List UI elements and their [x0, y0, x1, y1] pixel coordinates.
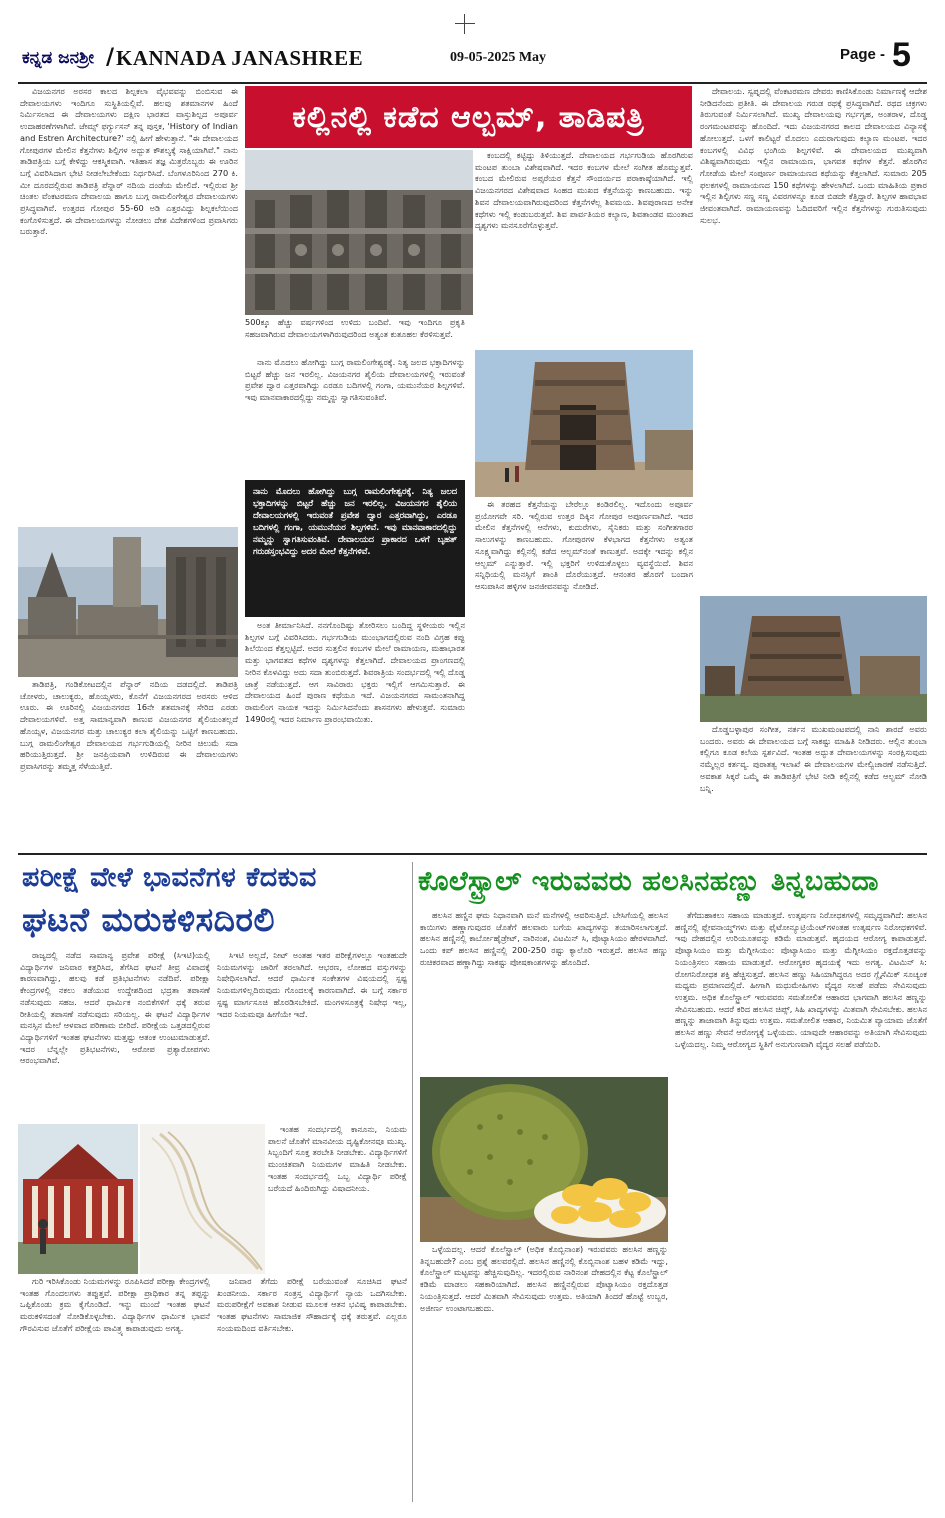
article1-column-4	[700, 86, 927, 594]
article1-column-1b	[20, 679, 238, 849]
article1-column-2b	[245, 620, 465, 850]
article2-column-2	[217, 950, 407, 1122]
article2-column-1	[20, 950, 210, 1122]
issue-date: 09-05-2025 May	[450, 50, 547, 65]
temple-panorama-photo	[700, 596, 927, 722]
page-number: 5	[892, 36, 911, 74]
carved-tower-caption: 500ಕ್ಕೂ ಹೆಚ್ಚು ವರ್ಷಗಳಿಂದ ಉಳಿದು ಬಂದಿವೆ. ಇವು ಇಂದಿಗೂ ಪ್ರಕೃತಿ ಸಹಜವಾಗಿರುವ ದೇವಾಲಯಗಳಾಗಿರುವುದರಿಂದ ಅತ್ಯಂತ ಕುತೂಹಲ ಕೆರಳಿಸುತ್ತವೆ.	[245, 317, 465, 339]
article1-col2b-text: ಅಂತ ತೀರ್ಮಾನಿಸಿದೆ. ನನಗೊಂದಿಷ್ಟು ತೋರಿಸಲು ಬಂದಿದ್ದ ಸ್ಥಳೀಯರು ಇಲ್ಲಿನ ಶಿಲ್ಪಗಳ ಬಗ್ಗೆ ವಿವರಿಸಿದರು. ಗರ್ಭಗುಡಿಯ ಮುಂಭಾಗದಲ್ಲಿರುವ ನಂದಿ ವಿಗ್ರಹ ಕಪ್ಪು ಶಿಲೆಯಿಂದ ಕೆತ್ತಲ್ಪಟ್ಟಿದೆ. ಅದರ ಸುತ್ತಲಿನ ಕಂಬಗಳ ಮೇಲೆ ರಾಮಾಯಣ, ಮಹಾಭಾರತ ಮತ್ತು ಭಾಗವತದ ಕಥೆಗಳ ದೃಶ್ಯಗಳನ್ನು ಕೆತ್ತಲಾಗಿದೆ. ದೇವಾಲಯದ ಪ್ರಾಂಗಣದಲ್ಲಿ ನೀರಿನ ಕೊಳವಿದ್ದು ಅದು ಸದಾ ತುಂಬಿರುತ್ತದೆ. ಶಿವರಾತ್ರಿಯ ಸಂದರ್ಭದಲ್ಲಿ ಇಲ್ಲಿ ದೊಡ್ಡ ಜಾತ್ರೆ ನಡೆಯುತ್ತದೆ. ಆಗ ಸಾವಿರಾರು ಭಕ್ತರು ಇಲ್ಲಿಗೆ ಆಗಮಿಸುತ್ತಾರೆ. ಈ ದೇವಾಲಯದ ಹಿಂದೆ ಪುರಾಣ ಕಥೆಯೂ ಇದೆ. ವಿಜಯನಗರದ ಸಾಮಂತನಾಗಿದ್ದ ರಾಮಲಿಂಗ ನಾಯಕ ಇದನ್ನು ನಿರ್ಮಿಸಿದನೆಂದು ಶಾಸನಗಳು ಹೇಳುತ್ತವೆ. ಸುಮಾರು 1490ರಲ್ಲಿ ಇದರ ನಿರ್ಮಾಣ ಪ್ರಾರಂಭವಾಯಿತು.	[245, 620, 465, 724]
article1-col3-text: ಕಂಬದಲ್ಲಿ ಕಟ್ಟಿದ್ದು ತಿಳಿಯುತ್ತದೆ. ದೇವಾಲಯದ ಗರ್ಭಗುಡಿಯ ಹೊರಗಿರುವ ಮಂಟಪ ತುಂಬಾ ವಿಶೇಷವಾಗಿದೆ. ಇದರ ಕಂಬಗಳ ಮೇಲೆ ಸಂಗೀತ ಹೊಮ್ಮುತ್ತವೆ. ಕಂಬದ ಮೇಲಿರುವ ಅಪ್ಸರೆಯರ ಕೆತ್ತನೆ ಸೌಂದರ್ಯದ ಪರಾಕಾಷ್ಠೆಯಾಗಿದೆ. ಇಲ್ಲಿ ವಿಜಯನಗರದ ವಿಶೇಷವಾದ ಸಿಂಹದ ಮುಖದ ಕೆತ್ತನೆಯನ್ನು ಕಾಣಬಹುದು. ಇನ್ನು ಶಿವನ ದೇವಾಲಯವಾಗಿರುವುದರಿಂದ ಕೆತ್ತನೆಗಳೆಲ್ಲ ಶಿವಮಯ. ಶಿವಪುರಾಣದ ಅನೇಕ ಕಥೆಗಳು ಇಲ್ಲಿ ಕಂಡುಬರುತ್ತವೆ. ಶಿವ ಪಾರ್ವತಿಯರ ಕಲ್ಯಾಣ, ಶಿವತಾಂಡವ ಮುಂತಾದ ದೃಶ್ಯಗಳು ಮನಸೂರೆಗೊಳ್ಳುತ್ತವೆ.	[475, 150, 693, 231]
masthead	[22, 36, 927, 78]
crop-mark	[455, 14, 475, 34]
article3-col1-text: ಹಲಸಿನ ಹಣ್ಣಿನ ಘಮ ನಿಧಾನವಾಗಿ ಮನೆ ಮನೆಗಳಲ್ಲಿ ಆವರಿಸುತ್ತಿದೆ. ಬೇಸಿಗೆಯಲ್ಲಿ ಹಲಸಿನ ಕಾಯಿಗಳು ಹಣ್ಣಾಗುವುದರ ಜೊತೆಗೆ ಹಲವಾರು ಬಗೆಯ ಖಾದ್ಯಗಳನ್ನು ತಯಾರಿಸಲಾಗುತ್ತದೆ. ಹಲಸಿನ ಹಣ್ಣಿನಲ್ಲಿ ಕಾರ್ಬೋಹೈಡ್ರೇಟ್, ನಾರಿನಂಶ, ವಿಟಮಿನ್ ಸಿ, ಪೊಟ್ಯಾಸಿಯಂ ಹೇರಳವಾಗಿದೆ. ಒಂದು ಕಪ್ ಹಲಸಿನ ಹಣ್ಣಿನಲ್ಲಿ 200-250 ರಷ್ಟು ಕ್ಯಾಲೊರಿ ಇರುತ್ತದೆ. ಹಲಸಿನ ಹಣ್ಣು ರುಚಿಕರವಾದ ಹಣ್ಣಾಗಿದ್ದು ಸಾಕಷ್ಟು ಪೋಷಕಾಂಶಗಳನ್ನು ಹೊಂದಿದೆ.	[420, 910, 668, 967]
article2-col2-text: ಸಿಇಟಿ ಅಲ್ಲದೆ, ನೀಟ್ ಅಂತಹ ಇತರ ಪರೀಕ್ಷೆಗಳಲ್ಲೂ ಇಂತಹುದೇ ನಿಯಮಗಳನ್ನು ಜಾರಿಗೆ ತರಲಾಗಿದೆ. ಆಭರಣ, ಲೋಹದ ವಸ್ತುಗಳನ್ನು ನಿಷೇಧಿಸಲಾಗಿದೆ. ಆದರೆ ಧಾರ್ಮಿಕ ಸಂಕೇತಗಳ ವಿಷಯದಲ್ಲಿ ಸ್ಪಷ್ಟ ನಿಯಮಗಳಿಲ್ಲದಿರುವುದು ಗೊಂದಲಕ್ಕೆ ಕಾರಣವಾಗಿದೆ. ಈ ಬಗ್ಗೆ ಸರ್ಕಾರ ಸ್ಪಷ್ಟ ಮಾರ್ಗಸೂಚಿ ಹೊರಡಿಸಬೇಕಿದೆ. ಮಂಗಳಸೂತ್ರಕ್ಕೆ ನಿಷೇಧ ಇಲ್ಲ, ಇದರ ನಿಯಮವೂ ಹೀಗೆಯೇ ಇದೆ.	[217, 950, 407, 1019]
pull-quote-box	[245, 480, 465, 617]
article3-headline: ಕೊಲೆಸ್ಟ್ರಾಲ್ ಇರುವವರು ಹಲಸಿನಹಣ್ಣು ತಿನ್ನಬಹುದಾ	[418, 866, 879, 897]
article1-col3b-text: ಈ ತರಹದ ಕೆತ್ತನೆಯನ್ನು ಬೇರೆಲ್ಲೂ ಕಂಡಿರಲಿಲ್ಲ. ಇದೊಂದು ಅಪೂರ್ವ ಪ್ರಯೋಗವೇ ಸರಿ. ಇಲ್ಲಿರುವ ಉತ್ತರ ದಿಕ್ಕಿನ ಗೋಪುರ ಅಪೂರ್ಣವಾಗಿದೆ. ಇದರ ಮೇಲಿನ ಕೆತ್ತನೆಗಳಲ್ಲಿ ಆನೆಗಳು, ಕುದುರೆಗಳು, ಸೈನಿಕರು ಮತ್ತು ಸಂಗೀತಗಾರರ ಸಾಲುಗಳನ್ನು ಕಾಣಬಹುದು. ಗೋಪುರಗಳ ಕೆಳಭಾಗದ ಕೆತ್ತನೆಗಳು ಅತ್ಯಂತ ಸೂಕ್ಷ್ಮವಾಗಿದ್ದು ಕಲ್ಲಿನಲ್ಲಿ ಕಡೆದ ಆಲ್ಬಮ್‌ನಂತೆ ಕಾಣುತ್ತವೆ. ಅದಕ್ಕೇ ಇದನ್ನು ಕಲ್ಲಿನ ಆಲ್ಬಮ್ ಎನ್ನುತ್ತಾರೆ. ಇಲ್ಲಿ ಭಕ್ತರಿಗೆ ಉಳಿದುಕೊಳ್ಳಲು ವ್ಯವಸ್ಥೆಯಿದೆ. ಶಿವನ ಸನ್ನಿಧಿಯಲ್ಲಿ ಮನಸ್ಸಿಗೆ ಶಾಂತಿ ದೊರೆಯುತ್ತದೆ. ಆನಂತರ ಹೊರಗೆ ಬಂದಾಗ ಆಸುಪಾಸಿನ ಹಳ್ಳಿಗಳ ಜನಜೀವನವನ್ನು ನೋಡಿದೆ.	[475, 499, 693, 591]
article2-headline-line2: ಘಟನೆ ಮರುಕಳಿಸದಿರಲಿ	[22, 900, 275, 939]
article1-col4b-text: ದೊಡ್ಡಬಳ್ಳಾಪುರ ಸಂಗೀತ, ನರ್ತನ ಮುಖಮಂಟಪದಲ್ಲಿ ನಾನಿ ಶಾರದೆ ಅವರು ಬಂದರು. ಅವರು ಈ ದೇವಾಲಯದ ಬಗ್ಗೆ ಸಾಕಷ್ಟು ಮಾಹಿತಿ ನೀಡಿದರು. ಆಲ್ಲಿನ ತುಂಬಾ ಕಲ್ಲಿಗೂ ಕೂಡ ಕಲೆಯ ಸ್ಪರ್ಶವಿದೆ. ಇಂತಹ ಅದ್ಭುತ ದೇವಾಲಯಗಳನ್ನು ಸಂರಕ್ಷಿಸುವುದು ನಮ್ಮೆಲ್ಲರ ಕರ್ತವ್ಯ. ಪುರಾತತ್ವ ಇಲಾಖೆ ಈ ದೇವಾಲಯಗಳ ಮೇಲ್ವಿಚಾರಣೆ ನಡೆಸುತ್ತಿದೆ. ಅವಕಾಶ ಸಿಕ್ಕರೆ ಒಮ್ಮೆ ಈ ತಾಡಿಪತ್ರಿಗೆ ಭೇಟಿ ನೀಡಿ ಕಲ್ಲಿನಲ್ಲಿ ಕಡೆದ ಆಲ್ಬಮ್ ನೋಡಿ ಬನ್ನಿ.	[700, 724, 927, 793]
article1-col4-text: ದೇವಾಲಯ. ಸ್ವಪ್ನದಲ್ಲಿ ವೆಂಕಟರಮಣ ದೇವರು ಕಾಣಿಸಿಕೊಂಡು ನಿರ್ಮಾಣಕ್ಕೆ ಆದೇಶ ನೀಡಿದನೆಂದು ಪ್ರತೀತಿ. ಈ ದೇವಾಲಯ ಗರುಡ ರಥಕ್ಕೆ ಪ್ರಸಿದ್ಧವಾಗಿದೆ. ರಥದ ಚಕ್ರಗಳು ತಿರುಗುವಂತೆ ನಿರ್ಮಿಸಲಾಗಿದೆ. ಮುಖ್ಯ ದೇವಾಲಯವು ಗರ್ಭಗೃಹ, ಅಂತರಾಳ, ದೊಡ್ಡ ರಂಗಮಂಟಪವನ್ನು ಹೊಂದಿದೆ. ಇದು ವಿಜಯನಗರದ ಕಾಲದ ದೇವಾಲಯದ ವಿನ್ಯಾಸಕ್ಕೆ ಹೋಲುತ್ತದೆ. ಒಳಗೆ ಕಾಲಿಟ್ಟರೆ ಮೊದಲು ಎದುರಾಗುವುದು ಕಲ್ಯಾಣ ಮಂಟಪ. ಇದರ ಕಂಬಗಳಲ್ಲಿ ವಿವಿಧ ಭಂಗಿಯ ಶಿಲ್ಪಗಳಿವೆ. ಈ ದೇವಾಲಯದ ಮುಖ್ಯವಾಗಿ ವಿಶಿಷ್ಟವಾಗಿರುವುದು ಇಲ್ಲಿನ ರಾಮಾಯಣ, ಭಾಗವತ ಕಥೆಗಳ ಕೆತ್ತನೆ. ಹೊರಗಿನ ಗೋಡೆಯ ಮೇಲೆ ಸಂಪೂರ್ಣ ರಾಮಾಯಣದ ಕಥೆಯನ್ನು ಕೆತ್ತಲಾಗಿದೆ. ಸುಮಾರು 205 ಫಲಕಗಳಲ್ಲಿ ರಾಮಾಯಣದ 150 ಕಥೆಗಳನ್ನು ಹೇಳಲಾಗಿದೆ. ಒಂದು ಮಾಹಿತಿಯ ಪ್ರಕಾರ ಇಲ್ಲಿನ ಶಿಲ್ಪಿಗಳು ಸಣ್ಣ ಸಣ್ಣ ವಿವರಗಳನ್ನೂ ಕೂಡ ಬಿಡದೇ ಕೆತ್ತಿದ್ದಾರೆ. ಶಿಲ್ಪಗಳ ಹಾವಭಾವ ಜೀವಂತವಾಗಿದೆ. ರಾಮಾಯಣವನ್ನು ಓದಿದವರಿಗೆ ಇಲ್ಲಿನ ಕೆತ್ತನೆಗಳನ್ನು ಗುರುತಿಸುವುದು ಸುಲಭ.	[700, 86, 927, 225]
article1-col2-text: ನಾನು ಮೊದಲು ಹೋಗಿದ್ದು ಬುಗ್ಗ ರಾಮಲಿಂಗೇಶ್ವರಕ್ಕೆ. ನಿತ್ಯ ಜಲದ ಭಕ್ತಾದಿಗಳನ್ನು ಬಿಟ್ಟರೆ ಹೆಚ್ಚು ಜನ ಇರಲಿಲ್ಲ. ವಿಜಯನಗರ ಶೈಲಿಯ ದೇವಾಲಯಗಳಲ್ಲಿ ಇರುವಂತೆ ಪ್ರವೇಶ ದ್ವಾರ ಎತ್ತರವಾಗಿದ್ದು ಎರಡೂ ಬದಿಗಳಲ್ಲಿ ಗಂಗಾ, ಯಮುನೆಯರ ಶಿಲ್ಪಗಳಿವೆ. ಇವು ಮಾನವಾಕಾರದಲ್ಲಿದ್ದು ನಮ್ಮನ್ನು ಸ್ವಾಗತಿಸುವಂತಿವೆ.	[245, 357, 465, 403]
brand-kannada: ಕನ್ನಡ ಜನಶ್ರೀ	[22, 48, 94, 68]
article2-col1-text: ರಾಜ್ಯದಲ್ಲಿ ನಡೆದ ಸಾಮಾನ್ಯ ಪ್ರವೇಶ ಪರೀಕ್ಷೆ (ಸಿಇಟಿ)ಯಲ್ಲಿ ವಿದ್ಯಾರ್ಥಿಗಳ ಜನಿವಾರ ಕತ್ತರಿಸಿದ, ತೆಗೆಸಿದ ಘಟನೆ ತೀವ್ರ ವಿವಾದಕ್ಕೆ ಕಾರಣವಾಗಿದ್ದು, ಹಲವು ಕಡೆ ಪ್ರತಿಭಟನೆಗಳು ನಡೆದಿವೆ. ಪರೀಕ್ಷಾ ಕೇಂದ್ರಗಳಲ್ಲಿ ನಕಲು ತಡೆಯುವ ಉದ್ದೇಶದಿಂದ ಭದ್ರತಾ ತಪಾಸಣೆ ನಡೆಸುವುದು ಸಹಜ. ಆದರೆ ಧಾರ್ಮಿಕ ನಂಬಿಕೆಗಳಿಗೆ ಧಕ್ಕೆ ತರುವ ರೀತಿಯಲ್ಲಿ ತಪಾಸಣೆ ನಡೆಸುವುದು ಸರಿಯಲ್ಲ. ಈ ಘಟನೆ ವಿದ್ಯಾರ್ಥಿಗಳ ಮನಸ್ಸಿನ ಮೇಲೆ ಆಳವಾದ ಪರಿಣಾಮ ಬೀರಿದೆ. ಪರೀಕ್ಷೆಯ ಒತ್ತಡದಲ್ಲಿರುವ ವಿದ್ಯಾರ್ಥಿಗಳಿಗೆ ಇಂತಹ ಘಟನೆಗಳು ಮತ್ತಷ್ಟು ಆತಂಕ ಉಂಟುಮಾಡುತ್ತವೆ. ಇದರ ಬೆನ್ನಲ್ಲೇ ಪ್ರತಿಭಟನೆಗಳು, ಆರೋಪ ಪ್ರತ್ಯಾರೋಪಗಳು ಆರಂಭವಾಗಿವೆ.	[20, 950, 210, 1066]
page-label: Page -	[840, 46, 886, 63]
jackfruit-photo	[420, 1077, 668, 1242]
article1-column-3	[475, 150, 693, 350]
article3-col1b-text: ಒಳ್ಳೆಯದಲ್ಲ. ಆದರೆ ಕೊಲೆಸ್ಟ್ರಾಲ್ (ಅಧಿಕ ಕೊಬ್ಬಿನಾಂಶ) ಇರುವವರು ಹಲಸಿನ ಹಣ್ಣನ್ನು ತಿನ್ನಬಹುದೇ? ಎಂಬ ಪ್ರಶ್ನೆ ಹಲವರಲ್ಲಿದೆ. ಹಲಸಿನ ಹಣ್ಣಿನಲ್ಲಿ ಕೊಬ್ಬಿನಾಂಶ ಬಹಳ ಕಡಿಮೆ ಇದ್ದು, ಕೊಲೆಸ್ಟ್ರಾಲ್ ಮಟ್ಟವನ್ನು ಹೆಚ್ಚಿಸುವುದಿಲ್ಲ. ಇದರಲ್ಲಿರುವ ನಾರಿನಂಶ ದೇಹದಲ್ಲಿನ ಕೆಟ್ಟ ಕೊಲೆಸ್ಟ್ರಾಲ್ ಕಡಿಮೆ ಮಾಡಲು ಸಹಕಾರಿಯಾಗಿದೆ. ಹಲಸಿನ ಹಣ್ಣಿನಲ್ಲಿರುವ ಪೊಟ್ಯಾಸಿಯಂ ರಕ್ತದೊತ್ತಡ ನಿಯಂತ್ರಿಸುತ್ತದೆ. ಆದರೆ ಮಿತವಾಗಿ ಸೇವಿಸುವುದು ಉತ್ತಮ. ಅತಿಯಾಗಿ ತಿಂದರೆ ಹೊಟ್ಟೆ ಉಬ್ಬರ, ಅಜೀರ್ಣ ಉಂಟಾಗಬಹುದು.	[420, 1244, 668, 1313]
temple-courtyard-photo	[18, 527, 238, 677]
carved-tower-photo	[245, 150, 473, 315]
article2-headline-line1: ಪರೀಕ್ಷೆ ವೇಳೆ ಭಾವನೆಗಳ ಕೆದಕುವ	[22, 862, 317, 893]
article1-headline: ಕಲ್ಲಿನಲ್ಲಿ ಕಡೆದ ಆಲ್ಬಮ್, ತಾಡಿಪತ್ರಿ	[292, 99, 645, 135]
article1-column-2	[245, 357, 465, 479]
article2-caption2-text: ಜನಿವಾರ ತೆಗೆದು ಪರೀಕ್ಷೆ ಬರೆಯುವಂತೆ ಸೂಚಿಸಿದ ಘಟನೆ ಖಂಡನೀಯ. ಸರ್ಕಾರ ಸಂತ್ರಸ್ತ ವಿದ್ಯಾರ್ಥಿಗೆ ನ್ಯಾಯ ಒದಗಿಸಬೇಕು. ಮರುಪರೀಕ್ಷೆಗೆ ಅವಕಾಶ ನೀಡುವ ಮೂಲಕ ಆತನ ಭವಿಷ್ಯ ಕಾಪಾಡಬೇಕು. ಇಂತಹ ಘಟನೆಗಳು ಸಾಮಾಜಿಕ ಸೌಹಾರ್ದಕ್ಕೆ ಧಕ್ಕೆ ತರುತ್ತವೆ. ಎಲ್ಲರೂ ಸಂಯಮದಿಂದ ವರ್ತಿಸಬೇಕು.	[217, 1276, 407, 1333]
article2-caption-text: ಗುರಿ ಇರಿಸಿಕೊಂಡು ನಿಯಮಗಳನ್ನು ರೂಪಿಸಿದರೆ ಪರೀಕ್ಷಾ ಕೇಂದ್ರಗಳಲ್ಲಿ ಇಂತಹ ಗೊಂದಲಗಳು ತಪ್ಪುತ್ತವೆ. ಪರೀಕ್ಷಾ ಪ್ರಾಧಿಕಾರ ತನ್ನ ತಪ್ಪನ್ನು ಒಪ್ಪಿಕೊಂಡು ಕ್ರಮ ಕೈಗೊಂಡಿದೆ. ಇನ್ನು ಮುಂದೆ ಇಂತಹ ಘಟನೆ ಮರುಕಳಿಸದಂತೆ ನೋಡಿಕೊಳ್ಳಬೇಕು. ವಿದ್ಯಾರ್ಥಿಗಳ ಧಾರ್ಮಿಕ ಭಾವನೆ ಗೌರವಿಸುವ ಜೊತೆಗೆ ಪರೀಕ್ಷೆಯ ಪಾವಿತ್ರ್ಯ ಕಾಪಾಡುವುದು ಅಗತ್ಯ.	[20, 1276, 210, 1333]
sacred-thread-photo	[140, 1124, 265, 1274]
brand-separator: /	[106, 44, 115, 70]
article2-column-1b	[20, 1276, 210, 1502]
column-separator	[412, 862, 413, 1502]
article2-column-2b	[268, 1124, 407, 1274]
article2-col2b-text: ಇಂತಹ ಸಂದರ್ಭದಲ್ಲಿ ಕಾನೂನು, ನಿಯಮ ಪಾಲನೆ ಜೊತೆಗೆ ಮಾನವೀಯ ದೃಷ್ಟಿಕೋನವೂ ಮುಖ್ಯ. ಸಿಬ್ಬಂದಿಗೆ ಸೂಕ್ತ ತರಬೇತಿ ನೀಡಬೇಕು. ವಿದ್ಯಾರ್ಥಿಗಳಿಗೆ ಮುಂಚಿತವಾಗಿ ನಿಯಮಗಳ ಮಾಹಿತಿ ನೀಡಬೇಕು. ಇಂತಹ ಸಂದರ್ಭದಲ್ಲಿ ಒಬ್ಬ ವಿದ್ಯಾರ್ಥಿ ಪರೀಕ್ಷೆ ಬರೆಯದೆ ಹಿಂದಿರುಗಿದ್ದು ವಿಷಾದನೀಯ.	[268, 1124, 407, 1193]
article1-column-3b	[475, 499, 693, 849]
article1-column-1	[20, 86, 238, 526]
article1-col1-text: ವಿಜಯನಗರ ಅರಸರ ಕಾಲದ ಶಿಲ್ಪಕಲಾ ವೈಭವವನ್ನು ಬಿಂಬಿಸುವ ಈ ದೇವಾಲಯಗಳು ಇಂದಿಗೂ ಸುಸ್ಥಿತಿಯಲ್ಲಿವೆ. ಹಲವು ಶತಮಾನಗಳ ಹಿಂದೆ ನಿರ್ಮಿಸಲಾದ ಈ ದೇವಾಲಯಗಳು ದಕ್ಷಿಣ ಭಾರತದ ವಾಸ್ತುಶಿಲ್ಪದ ಅಪೂರ್ವ ಉದಾಹರಣೆಗಳಾಗಿವೆ. ಜೇಮ್ಸ್ ಫರ್ಗ್ಯುಸನ್ ತನ್ನ ಪುಸ್ತಕ, 'History of Indian and Estren Architecture?' ನಲ್ಲಿ ಹೀಗೆ ಹೇಳುತ್ತಾನೆ. "ಈ ದೇವಾಲಯದ ಗೋಪುರಗಳ ಮೇಲಿನ ಕೆತ್ತನೆಗಳು ಶಿಲ್ಪಿಗಳ ಅದ್ಭುತ ಕೌಶಲ್ಯಕ್ಕೆ ಸಾಕ್ಷಿಯಾಗಿವೆ." ನಾನು ತಾಡಿಪತ್ರಿಯ ಬಗ್ಗೆ ಕೇಳಿದ್ದು ಆಕಸ್ಮಿಕವಾಗಿ. ಇತಿಹಾಸ ತಜ್ಞ ಮಿತ್ರರೊಬ್ಬರು ಈ ಊರಿನ ಬಗ್ಗೆ ವಿವರಿಸಿದಾಗ ಭೇಟಿ ನೀಡಲೇಬೇಕೆಂದು ನಿರ್ಧರಿಸಿದೆ. ಬೆಂಗಳೂರಿನಿಂದ 270 ಕಿ. ಮೀ ದೂರದಲ್ಲಿರುವ ತಾಡಿಪತ್ರಿ ಪೆನ್ನಾರ್ ನದಿಯ ದಂಡೆಯ ಮೇಲಿದೆ. ಇಲ್ಲಿರುವ ಶ್ರೀ ಚಿಂತಲ ವೆಂಕಟರಮಣ ದೇವಾಲಯ ಹಾಗೂ ಬುಗ್ಗ ರಾಮಲಿಂಗೇಶ್ವರ ದೇವಾಲಯಗಳು ಪ್ರಸಿದ್ಧವಾಗಿವೆ. ಉತ್ತರದ ಗೋಪುರ 55-60 ಅಡಿ ಎತ್ತರವಿದ್ದು ಶಿಲ್ಪಕಲೆಯಿಂದ ಕಂಗೊಳಿಸುತ್ತದೆ. ಈ ದೇವಾಲಯಗಳನ್ನು ನೋಡಲು ದೇಶ ವಿದೇಶಗಳಿಂದ ಪ್ರವಾಸಿಗರು ಬರುತ್ತಾರೆ.	[20, 86, 238, 237]
article3-column-1	[420, 910, 668, 1075]
article3-column-2	[675, 910, 927, 1502]
gopura-photo	[475, 350, 693, 497]
article1-headline-banner	[245, 86, 692, 148]
middle-rule	[18, 853, 927, 855]
article3-column-1b	[420, 1244, 668, 1502]
article1-column-4b	[700, 724, 927, 849]
article1-col1b-text: ತಾಡಿಪತ್ರಿ, ಗಂಡಿಕೋಟದಲ್ಲಿನ ಪೆನ್ನಾರ್ ನದಿಯ ದಡದಲ್ಲಿದೆ. ತಾಡಿಪತ್ರಿ ಚೋಳರು, ಚಾಲುಕ್ಯರು, ಹೊಯ್ಸಳರು, ಕೊನೆಗೆ ವಿಜಯನಗರದ ಅರಸರು ಆಳಿದ ಊರು. ಈ ಊರಿನಲ್ಲಿ ವಿಜಯನಗರದ 16ನೇ ಶತಮಾನಕ್ಕೆ ಸೇರಿದ ಎರಡು ದೇವಾಲಯಗಳಿವೆ. ಅತ್ತ ಸಾಮಾನ್ಯವಾಗಿ ಕಾಣುವ ವಿಜಯನಗರ ಶೈಲಿಯಂತಲ್ಲದೆ ಹೊಯ್ಸಳ, ವಿಜಯನಗರ ಮತ್ತು ಚಾಲುಕ್ಯರ ಕಲಾ ಶೈಲಿಯನ್ನು ಒಟ್ಟಿಗೆ ಕಾಣಬಹುದು. ಬುಗ್ಗ ರಾಮಲಿಂಗೇಶ್ವರ ದೇವಾಲಯದ ಗರ್ಭಗುಡಿಯಲ್ಲಿ ನೀರಿನ ಚಿಲುಮೆ ಸದಾ ಹರಿಯುತ್ತಿರುತ್ತದೆ. ಶ್ರೀ ಜನಪ್ರಿಯವಾಗಿ ಉಳಿದಿರುವ ಈ ದೇವಾಲಯಗಳು ಪ್ರವಾಸಿಗರನ್ನು ತಮ್ಮತ್ತ ಸೆಳೆಯುತ್ತಿವೆ.	[20, 679, 238, 771]
article2-column-2c	[217, 1276, 407, 1502]
pull-quote: ನಾನು ಮೊದಲು ಹೋಗಿದ್ದು ಬುಗ್ಗ ರಾಮಲಿಂಗೇಶ್ವರಕ್ಕೆ. ನಿತ್ಯ ಜಲದ ಭಕ್ತಾದಿಗಳನ್ನು ಬಿಟ್ಟರೆ ಹೆಚ್ಚು ಜನ ಇರಲಿಲ್ಲ. ವಿಜಯನಗರ ಶೈಲಿಯ ದೇವಾಲಯಗಳಲ್ಲಿ ಇರುವಂತೆ ಪ್ರವೇಶ ದ್ವಾರ ಎತ್ತರವಾಗಿದ್ದು, ಎರಡೂ ಬದಿಗಳಲ್ಲಿ ಗಂಗಾ, ಯಮುನೆಯರ ಶಿಲ್ಪಗಳಿವೆ. ಇವು ಮಾನವಾಕಾರದಲ್ಲಿದ್ದು ನಮ್ಮನ್ನು ಸ್ವಾಗತಿಸುವಂತಿವೆ. ದೇವಾಲಯದ ಪ್ರಾಕಾರದ ಒಳಗೆ ಬೃಹತ್ ಗರುಡಸ್ತಂಭವಿದ್ದು ಅದರ ಮೇಲೆ ಕೆತ್ತನೆಗಳಿವೆ.	[253, 486, 457, 556]
brand-english: KANNADA JANASHREE	[116, 46, 364, 70]
high-court-photo	[18, 1124, 138, 1274]
article3-col2-text: ತೆಗೆದುಹಾಕಲು ಸಹಾಯ ಮಾಡುತ್ತದೆ. ಉತ್ಕರ್ಷಣ ನಿರೋಧಕಗಳಲ್ಲಿ ಸಮೃದ್ಧವಾಗಿದೆ: ಹಲಸಿನ ಹಣ್ಣಿನಲ್ಲಿ ಫ್ಲೇವನಾಯ್ಡ್‌ಗಳು ಮತ್ತು ಫೈಟೋನ್ಯೂಟ್ರಿಯೆಂಟ್‌ಗಳಂತಹ ಉತ್ಕರ್ಷಣ ನಿರೋಧಕಗಳಿವೆ. ಇವು ದೇಹದಲ್ಲಿನ ಉರಿಯೂತವನ್ನು ಕಡಿಮೆ ಮಾಡುತ್ತವೆ. ಹೃದಯದ ಆರೋಗ್ಯ ಕಾಪಾಡುತ್ತವೆ. ಪೊಟ್ಯಾಸಿಯಂ ಮತ್ತು ಮೆಗ್ನೀಸಿಯಂ: ಪೊಟ್ಯಾಸಿಯಂ ಮತ್ತು ಮೆಗ್ನೀಸಿಯಂ ರಕ್ತದೊತ್ತಡವನ್ನು ನಿಯಂತ್ರಿಸಲು ಸಹಾಯ ಮಾಡುತ್ತವೆ. ಆರೋಗ್ಯಕರ ಹೃದಯಕ್ಕೆ ಇದು ಅಗತ್ಯ. ವಿಟಮಿನ್ ಸಿ: ರೋಗನಿರೋಧಕ ಶಕ್ತಿ ಹೆಚ್ಚಿಸುತ್ತದೆ. ಹಲಸಿನ ಹಣ್ಣು ಸಿಹಿಯಾಗಿದ್ದರೂ ಅದರ ಗ್ಲೈಸೆಮಿಕ್ ಸೂಚ್ಯಂಕ ಮಧ್ಯಮ ಪ್ರಮಾಣದಲ್ಲಿದೆ. ಹೀಗಾಗಿ ಮಧುಮೇಹಿಗಳು ವೈದ್ಯರ ಸಲಹೆ ಪಡೆದು ಸೇವಿಸುವುದು ಉತ್ತಮ. ಅಧಿಕ ಕೊಲೆಸ್ಟ್ರಾಲ್ ಇರುವವರು ಸಮತೋಲಿತ ಆಹಾರದ ಭಾಗವಾಗಿ ಹಲಸಿನ ಹಣ್ಣನ್ನು ಸೇವಿಸಬಹುದು. ಆದರೆ ಕರಿದ ಹಲಸಿನ ಚಿಪ್ಸ್, ಸಿಹಿ ಖಾದ್ಯಗಳನ್ನು ಮಿತವಾಗಿ ಸೇವಿಸಬೇಕು. ಹಲಸಿನ ಹಣ್ಣನ್ನು ತಾಜಾವಾಗಿ ತಿನ್ನುವುದು ಉತ್ತಮ. ಸಮತೋಲಿತ ಆಹಾರ, ನಿಯಮಿತ ವ್ಯಾಯಾಮ ಜೊತೆಗೆ ಹಲಸಿನ ಹಣ್ಣು ಸೇವನೆ ಆರೋಗ್ಯಕ್ಕೆ ಒಳ್ಳೆಯದು. ಯಾವುದೇ ಆಹಾರವನ್ನು ಅತಿಯಾಗಿ ಸೇವಿಸುವುದು ಒಳ್ಳೆಯದಲ್ಲ. ನಿಮ್ಮ ಆರೋಗ್ಯದ ಸ್ಥಿತಿಗೆ ಅನುಗುಣವಾಗಿ ವೈದ್ಯರ ಸಲಹೆ ಪಡೆಯಿರಿ.	[675, 910, 927, 1049]
top-rule	[18, 82, 927, 84]
